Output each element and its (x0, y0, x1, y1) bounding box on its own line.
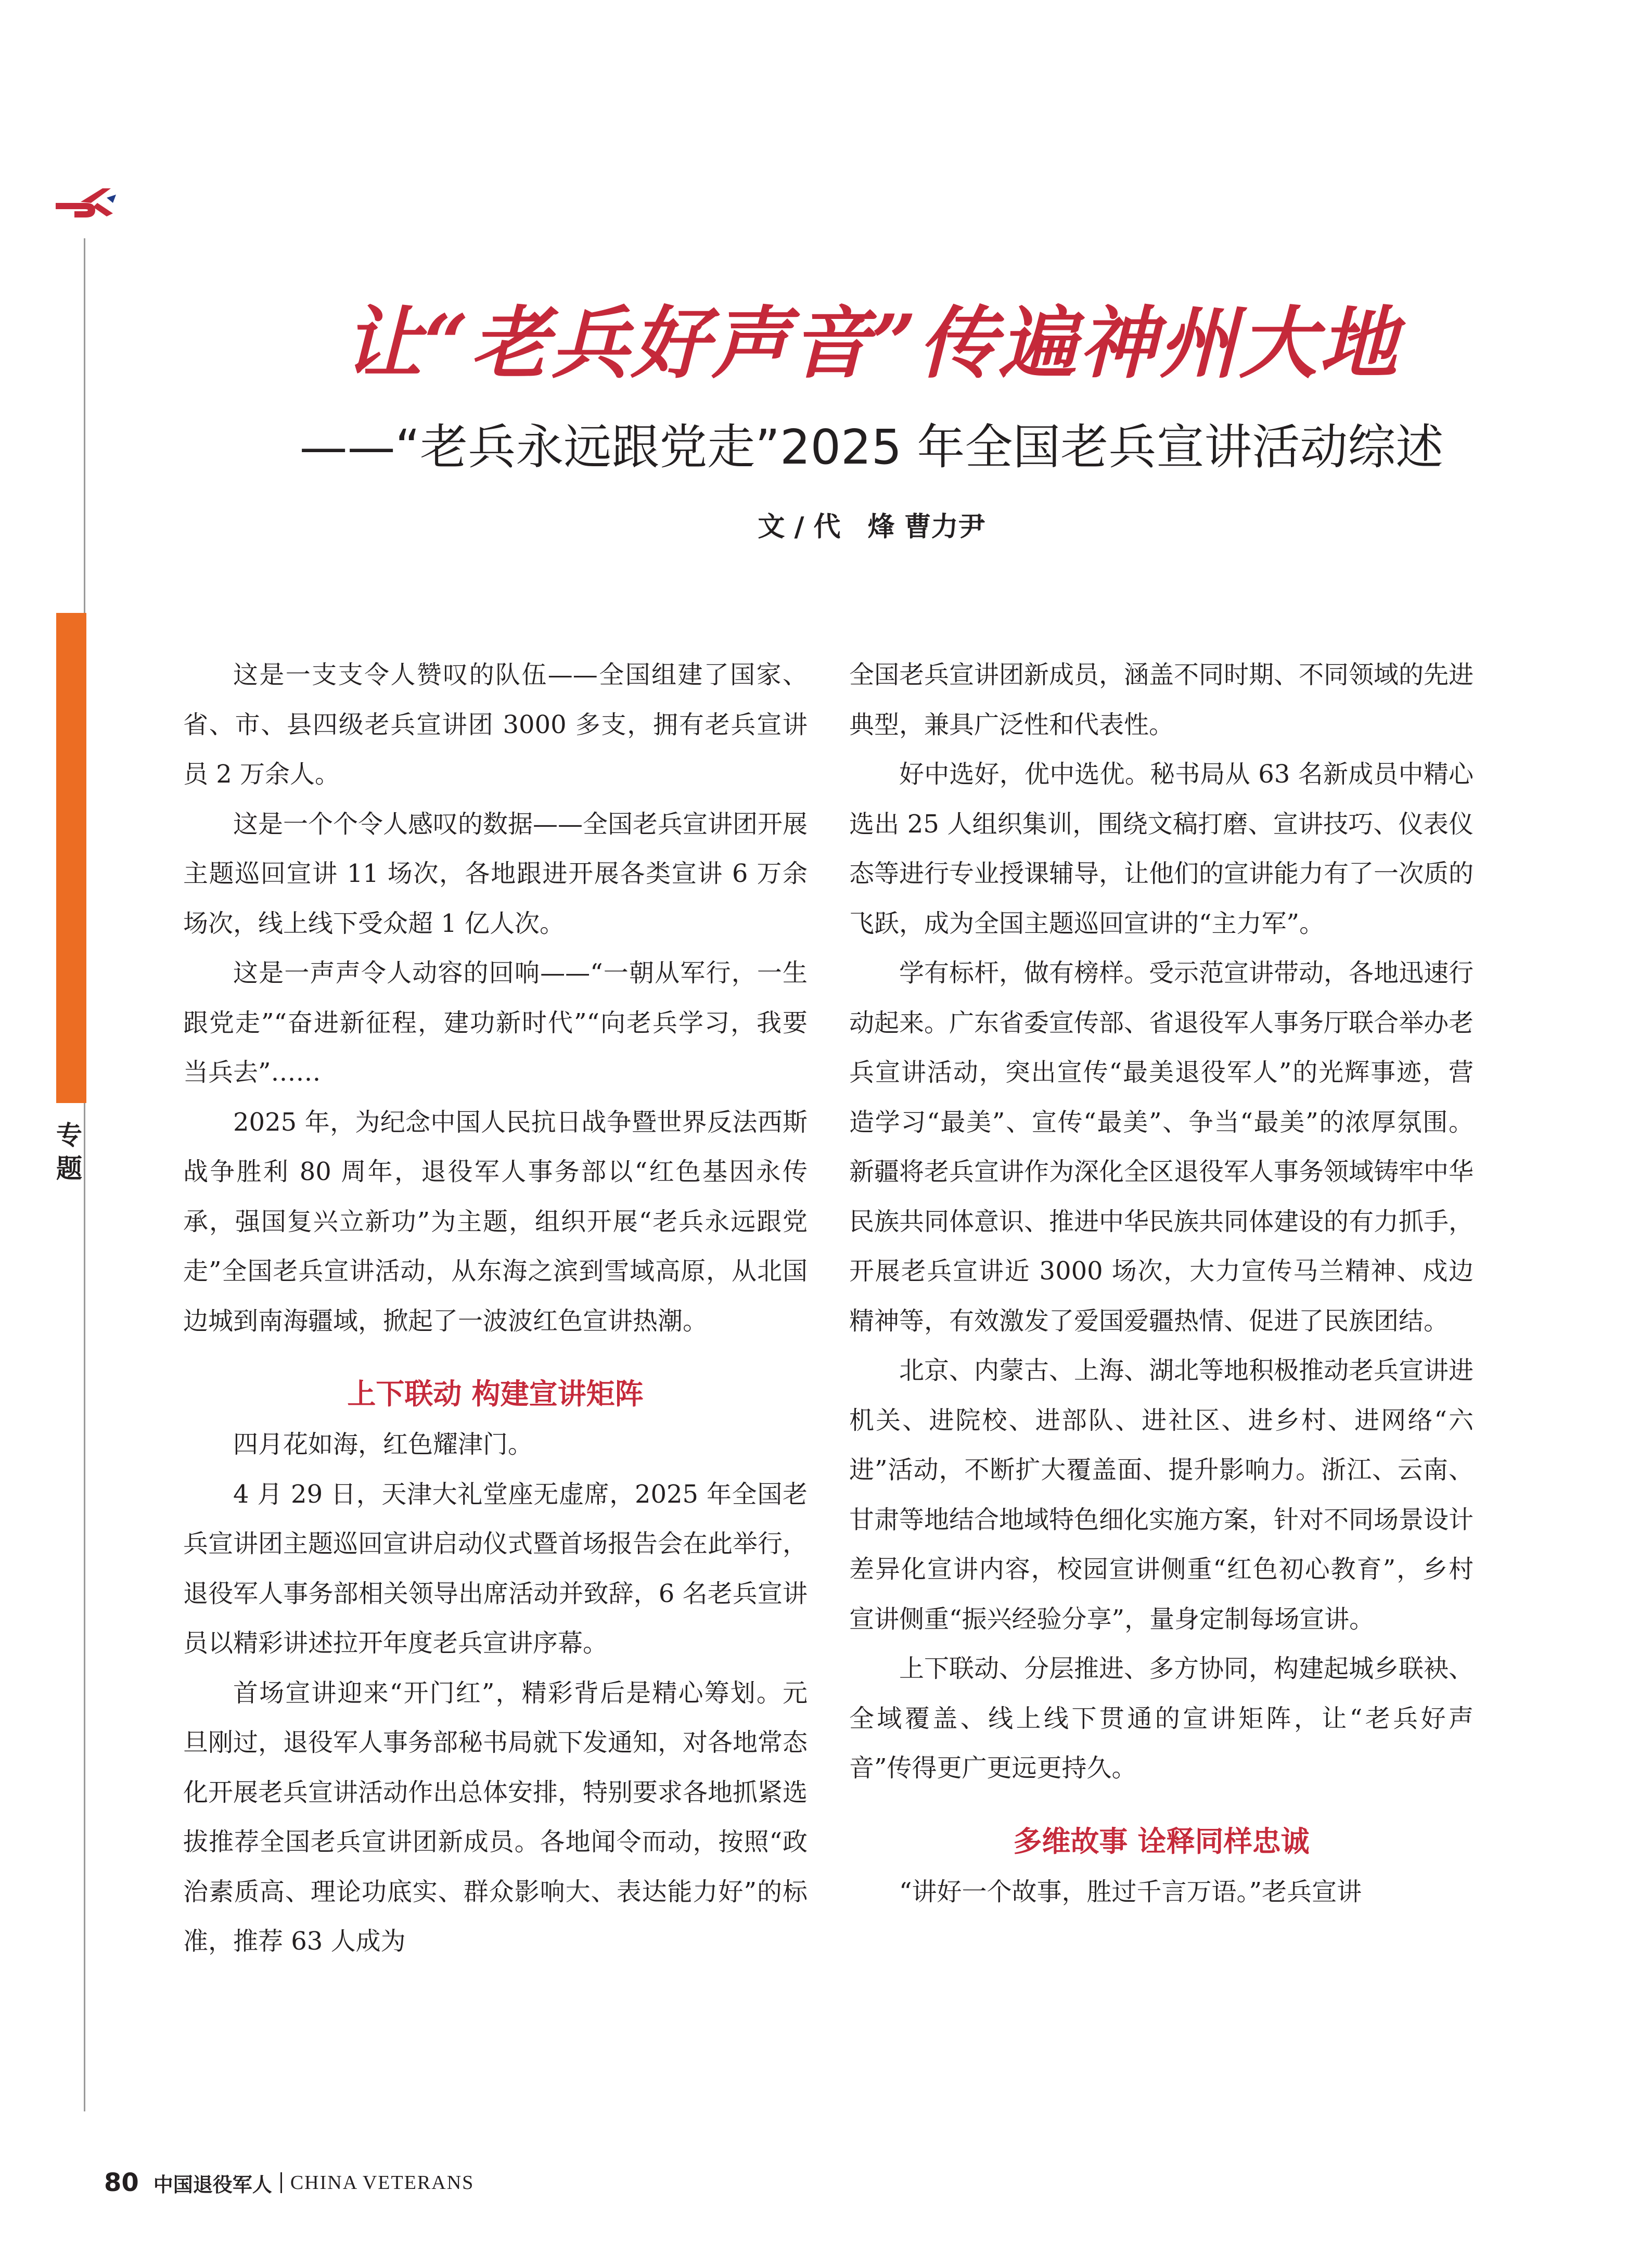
section-color-bar (56, 613, 86, 1103)
paragraph: 好中选好，优中选优。秘书局从 63 名新成员中精心选出 25 人组织集训，围绕文稿打磨、宣讲技巧、仪表仪态等进行专业授课辅导，让他们的宣讲能力有了一次质的飞跃，成为全国主题巡回宣讲的“主力军”。 (849, 760, 1474, 938)
paragraph: “讲好一个故事，胜过千言万语。”老兵宣讲 (899, 1877, 1362, 1906)
paragraph: 这是一个个令人感叹的数据——全国老兵宣讲团开展主题巡回宣讲 11 场次，各地跟进开展各类宣讲 6 万余场次，线上线下受众超 1 亿人次。 (183, 809, 808, 938)
page-number: 80 (104, 2168, 139, 2197)
section-heading: 上下联动 构建宣讲矩阵 (347, 1377, 644, 1411)
paragraph: 四月花如海，红色耀津门。 (233, 1430, 533, 1459)
paragraph: 这是一声声令人动容的回响——“一朝从军行，一生跟党走”“奋进新征程，建功新时代”“向老兵学习，我要当兵去”…… (183, 958, 808, 1087)
paragraph: 2025 年，为纪念中国人民抗日战争暨世界反法西斯战争胜利 80 周年，退役军人事务部以“红色基因永传承，强国复兴立新功”为主题，组织开展“老兵永远跟党走”全国老兵宣讲活动，从东海之滨到雪域高原，从北国边城到南海疆域，掀起了一波波红色宣讲热潮。 (183, 1107, 808, 1336)
paragraph: 这是一支支令人赞叹的队伍——全国组建了国家、省、市、县四级老兵宣讲团 3000 多支，拥有老兵宣讲员 2 万余人。 (183, 660, 808, 789)
section-tag: 专题 (56, 1120, 82, 1184)
page-footer (104, 2164, 474, 2201)
article-subtitle: ——“老兵永远跟党走”2025 年全国老兵宣讲活动综述 (299, 419, 1444, 475)
magazine-logo-icon (55, 187, 117, 224)
byline: 文 / 代 烽 曹力尹 (758, 511, 985, 543)
section-heading: 多维故事 诠释同样忠诚 (1013, 1824, 1310, 1858)
paragraph: 首场宣讲迎来“开门红”，精彩背后是精心筹划。元旦刚过，退役军人事务部秘书局就下发通知，对各地常态化开展老兵宣讲活动作出总体安排，特别要求各地抓紧选拔推荐全国老兵宣讲团新成员。各地闻令而动，按照“政治素质高、理论功底实、群众影响大、表达能力好”的标准，推荐 63 人成为 (183, 1678, 808, 1956)
paragraph: 北京、内蒙古、上海、湖北等地积极推动老兵宣讲进机关、进院校、进部队、进社区、进乡村、进网络“六进”活动，不断扩大覆盖面、提升影响力。浙江、云南、甘肃等地结合地域特色细化实施方案，针对不同场景设计差异化宣讲内容，校园宣讲侧重“红色初心教育”，乡村宣讲侧重“振兴经验分享”，量身定制每场宣讲。 (849, 1356, 1474, 1634)
magazine-name-en: CHINA VETERANS (290, 2172, 475, 2194)
paragraph: 上下联动、分层推进、多方协同，构建起城乡联袂、全域覆盖、线上线下贯通的宣讲矩阵，让“老兵好声音”传得更广更远更持久。 (849, 1654, 1474, 1783)
paragraph: 全国老兵宣讲团新成员，涵盖不同时期、不同领域的先进典型，兼具广泛性和代表性。 (849, 660, 1474, 739)
paragraph: 学有标杆，做有榜样。受示范宣讲带动，各地迅速行动起来。广东省委宣传部、省退役军人事务厅联合举办老兵宣讲活动，突出宣传“最美退役军人”的光辉事迹，营造学习“最美”、宣传“最美”、争当“最美”的浓厚氛围。新疆将老兵宣讲作为深化全区退役军人事务领域铸牢中华民族共同体意识、推进中华民族共同体建设的有力抓手，开展老兵宣讲近 3000 场次，大力宣传马兰精神、戍边精神等，有效激发了爱国爱疆热情、促进了民族团结。 (849, 958, 1474, 1336)
article-title: 让“老兵好声音”传遍神州大地 (343, 298, 1400, 389)
right-column (849, 650, 1474, 1917)
left-column (183, 650, 808, 1967)
paragraph: 4 月 29 日，天津大礼堂座无虚席，2025 年全国老兵宣讲团主题巡回宣讲启动仪式暨首场报告会在此举行，退役军人事务部相关领导出席活动并致辞，6 名老兵宣讲员以精彩讲述拉开年度老兵宣讲序幕。 (183, 1479, 808, 1658)
magazine-name-cn: 中国退役军人 (153, 2173, 272, 2196)
footer-divider (280, 2172, 282, 2193)
